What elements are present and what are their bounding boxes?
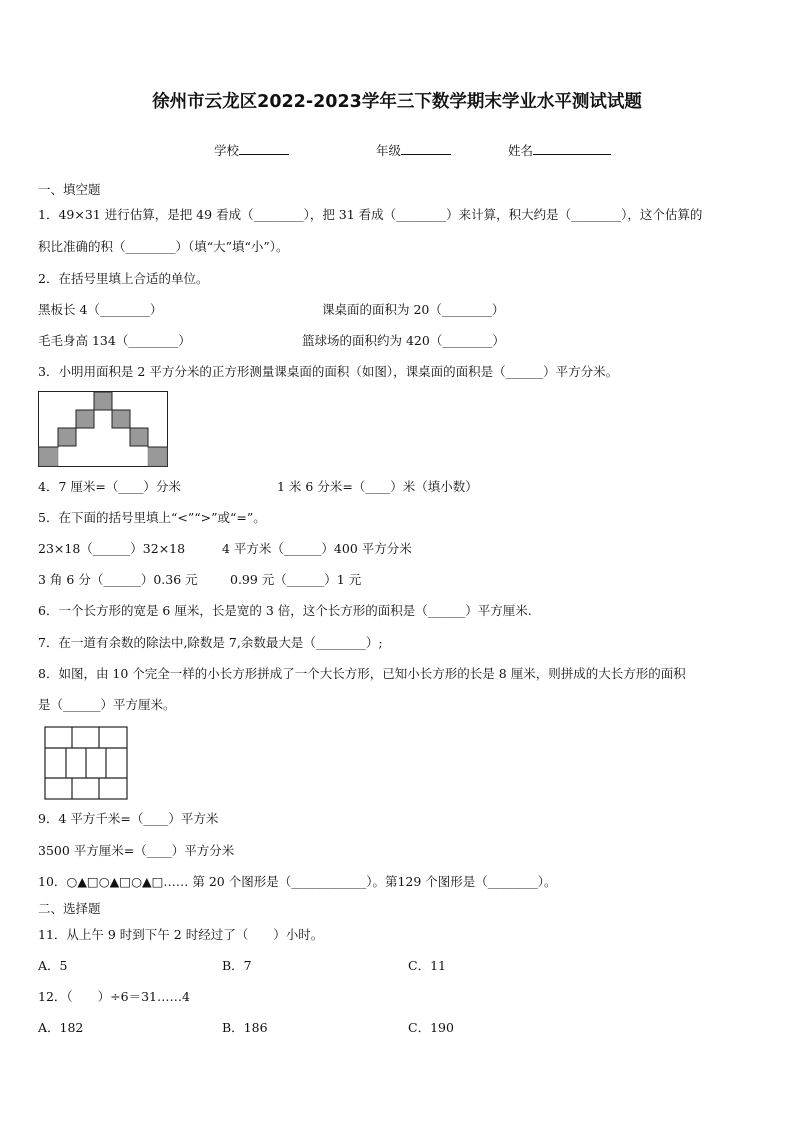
question-5-b: 4 平方米（______）400 平方分米 [222, 541, 412, 556]
question-9-b: 3500 平方厘米=（____）平方分米 [38, 843, 235, 858]
grade-field[interactable] [376, 140, 451, 159]
question-10: 10．○▲□○▲□○▲□…… 第 20 个图形是（____________）。第129 个图形是（________）。 [38, 874, 557, 889]
name-label: 姓名 [508, 143, 534, 158]
name-field[interactable] [508, 140, 611, 159]
school-blank[interactable] [239, 140, 289, 155]
grid-square [148, 447, 167, 466]
page-title: 徐州市云龙区2022-2023学年三下数学期末学业水平测试试题 [152, 92, 642, 112]
school-field[interactable] [214, 140, 289, 159]
question-5-a: 23×18（______）32×18 [38, 541, 186, 556]
question-12-option-b[interactable]: B．186 [222, 1020, 268, 1035]
question-7: 7．在一道有余数的除法中,除数是 7,余数最大是（________）; [38, 635, 383, 650]
question-5-c: 3 角 6 分（______）0.36 元 [38, 572, 198, 587]
question-2-a: 黑板长 4（________） [38, 302, 163, 317]
question-5-d: 0.99 元（______）1 元 [230, 572, 362, 587]
question-4-a: 4．7 厘米=（____）分米 [38, 479, 181, 494]
grid-square [94, 392, 112, 410]
question-5: 5．在下面的括号里填上“<”“>”或“=”。 [38, 510, 266, 525]
question-11: 11．从上午 9 时到下午 2 时经过了（ ）小时。 [38, 927, 324, 942]
grade-blank[interactable] [401, 140, 451, 155]
question-2-d: 篮球场的面积约为 420（________） [302, 333, 505, 348]
school-label: 学校 [214, 143, 240, 158]
question-11-option-a[interactable]: A．5 [38, 958, 68, 973]
question-2-b: 课桌面的面积为 20（________） [322, 302, 505, 317]
question-12-option-c[interactable]: C．190 [408, 1020, 454, 1035]
grid-square [58, 428, 76, 446]
question-11-option-c[interactable]: C．11 [408, 958, 446, 973]
question-12: 12．（ ）÷6＝31……4 [38, 989, 190, 1004]
question-8-figure [44, 726, 128, 800]
section-fill-blank: 一、填空题 [38, 182, 101, 197]
grid-square [130, 428, 148, 446]
grade-label: 年级 [376, 143, 402, 158]
question-2: 2．在括号里填上合适的单位。 [38, 271, 209, 286]
question-1-line-2: 积比准确的积（________）（填“大”填“小”）。 [38, 239, 289, 254]
question-4-b: 1 米 6 分米=（____）米（填小数） [277, 479, 478, 494]
section-multiple-choice: 二、选择题 [38, 901, 101, 916]
question-12-option-a[interactable]: A．182 [38, 1020, 84, 1035]
question-2-c: 毛毛身高 134（________） [38, 333, 191, 348]
question-6: 6．一个长方形的宽是 6 厘米，长是宽的 3 倍，这个长方形的面积是（______）平方厘米. [38, 603, 532, 618]
question-3: 3．小明用面积是 2 平方分米的正方形测量课桌面的面积（如图），课桌面的面积是（______）平方分米。 [38, 364, 619, 379]
question-8-line-1: 8．如图，由 10 个完全一样的小长方形拼成了一个大长方形，已知小长方形的长是 8 厘米，则拼成的大长方形的面积 [38, 666, 686, 681]
question-9-a: 9．4 平方千米=（____）平方米 [38, 811, 219, 826]
question-11-option-b[interactable]: B．7 [222, 958, 252, 973]
question-8-line-2: 是（______）平方厘米。 [38, 697, 176, 712]
grid-square [39, 447, 58, 466]
name-blank[interactable] [533, 140, 611, 155]
grid-square [112, 410, 130, 428]
question-1-line-1: 1．49×31 进行估算，是把 49 看成（________），把 31 看成（________）来计算，积大约是（________），这个估算的 [38, 207, 703, 222]
question-3-figure [38, 391, 168, 467]
grid-square [76, 410, 94, 428]
